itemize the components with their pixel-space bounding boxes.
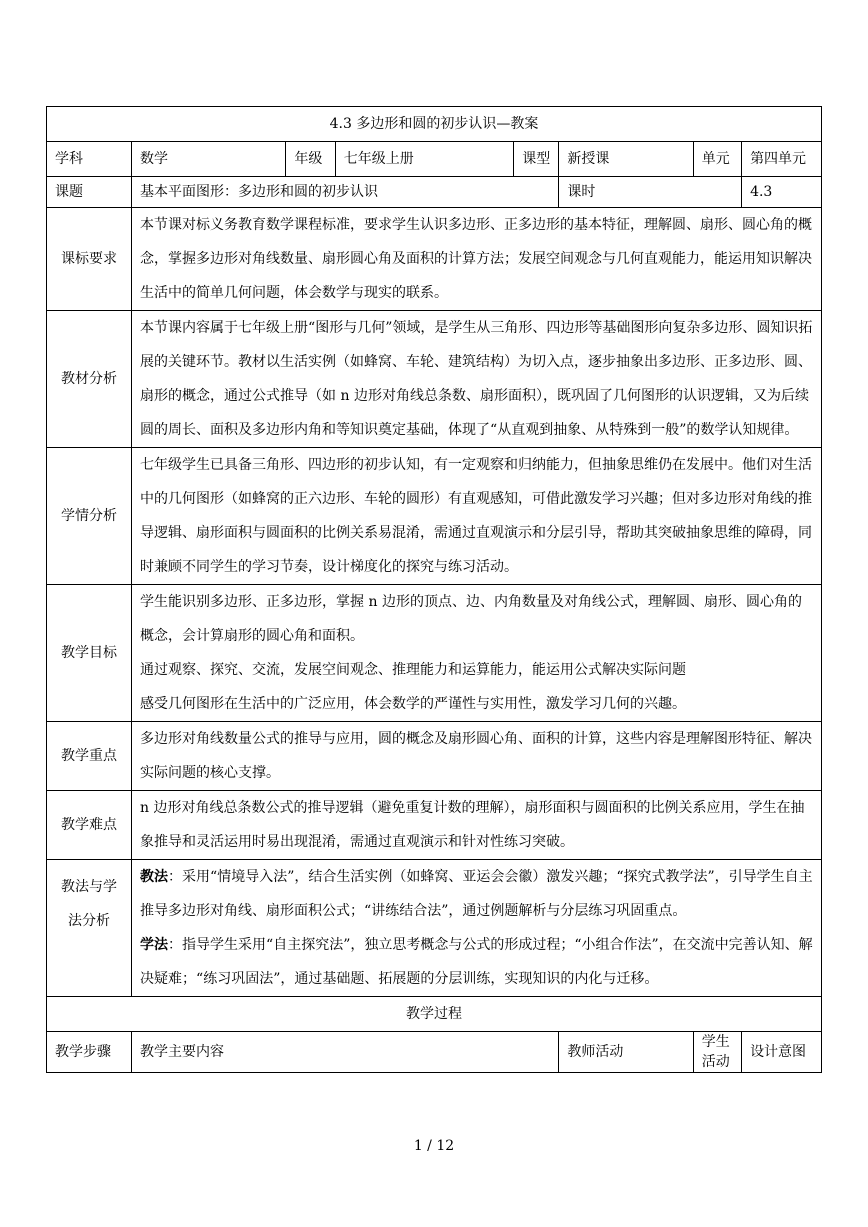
- goals-line-1: 学生能识别多边形、正多边形，掌握 n 边形的顶点、边、内角数量及对角线公式，理解圆、扇形、圆心角的概念，会计算扇形的圆心角和面积。: [140, 594, 802, 644]
- type-value: 新授课: [559, 142, 693, 177]
- key-points-row: [47, 722, 822, 791]
- material-row: [47, 311, 822, 448]
- teaching-method-text: ：采用“情境导入法”，结合生活实例（如蜂窝、亚运会会徽）激发兴趣；“探究式教学法”，引导学生自主推导多边形对角线、扇形面积公式；“讲练结合法”，通过例题解析与分层练习巩固重点。: [140, 869, 813, 919]
- unit-value: 第四单元: [742, 142, 822, 177]
- topic-label: 课题: [47, 177, 132, 208]
- col-content: 教学主要内容: [132, 1032, 559, 1073]
- unit-label: 单元: [693, 142, 741, 177]
- key-points-label: 教学重点: [47, 722, 132, 791]
- methods-row: [47, 860, 822, 997]
- lesson-plan-table: [46, 106, 822, 1073]
- topic-row: [47, 177, 822, 208]
- subject-value: 数学: [132, 142, 286, 177]
- teaching-method-paragraph: [140, 860, 813, 928]
- info-row: [47, 142, 822, 177]
- teaching-method-key: 教法: [140, 869, 169, 885]
- grade-label: 年级: [286, 142, 335, 177]
- student-text: 七年级学生已具备三角形、四边形的初步认知，有一定观察和归纳能力，但抽象思维仍在发展中。他们对生活中的几何图形（如蜂窝的正六边形、车轮的圆形）有直观感知，可借此激发学习兴趣；但对多边形对角线的推导逻辑、扇形面积与圆面积的比例关系易混淆，需通过直观演示和分层引导，帮助其突破抽象思维的障碍，同时兼顾不同学生的学习节奏，设计梯度化的探究与练习活动。: [140, 457, 813, 575]
- learning-method-key: 学法: [140, 937, 169, 953]
- material-text: 本节课内容属于七年级上册“图形与几何”领域，是学生从三角形、四边形等基础图形向复杂多边形、圆知识拓展的关键环节。教材以生活实例（如蜂窝、车轮、建筑结构）为切入点，逐步抽象出多边形、正多边形、圆、扇形的概念，通过公式推导（如 n 边形对角线总条数、扇形面积），既巩固了几何图形的认识逻辑，又为后续圆的周长、面积及多边形内角和等知识奠定基础，体现了“从直观到抽象、从特殊到一般”的数学认知规律。: [140, 320, 813, 438]
- topic-value: 基本平面图形：多边形和圆的初步认识: [132, 177, 559, 208]
- standard-text: 本节课对标义务教育数学课程标准，要求学生认识多边形、正多边形的基本特征，理解圆、扇形、圆心角的概念，掌握多边形对角线数量、扇形圆心角及面积的计算方法；发展空间观念与几何直观能力，能运用知识解决生活中的简单几何问题，体会数学与现实的联系。: [140, 217, 813, 301]
- col-step: 教学步骤: [47, 1032, 132, 1073]
- subject-label: 学科: [47, 142, 132, 177]
- difficulties-row: [47, 791, 822, 860]
- goals-line-3: 感受几何图形在生活中的广泛应用，体会数学的严谨性与实用性，激发学习几何的兴趣。: [140, 696, 687, 712]
- col-intent: 设计意图: [742, 1032, 822, 1073]
- document-title: 4.3 多边形和圆的初步认识—教案: [47, 107, 822, 142]
- standard-label: 课标要求: [47, 208, 132, 311]
- page-number: 1 / 12: [413, 1138, 455, 1154]
- difficulties-text: n 边形对角线总条数公式的推导逻辑（避免重复计数的理解），扇形面积与圆面积的比例关系应用，学生在抽象推导和灵活运用时易出现混淆，需通过直观演示和针对性练习突破。: [140, 800, 805, 850]
- process-heading: 教学过程: [47, 997, 822, 1032]
- learning-method-paragraph: [140, 928, 813, 996]
- material-label: 教材分析: [47, 311, 132, 448]
- difficulties-label: 教学难点: [47, 791, 132, 860]
- methods-label: 教法与学法分析: [47, 860, 132, 997]
- type-label: 课型: [514, 142, 559, 177]
- period-label: 课时: [559, 177, 742, 208]
- learning-method-text: ：指导学生采用“自主探究法”，独立思考概念与公式的形成过程；“小组合作法”，在交流中完善认知、解决疑难；“练习巩固法”，通过基础题、拓展题的分层训练，实现知识的内化与迁移。: [140, 937, 813, 987]
- student-label: 学情分析: [47, 448, 132, 585]
- key-points-text: 多边形对角线数量公式的推导与应用，圆的概念及扇形圆心角、面积的计算，这些内容是理解图形特征、解决实际问题的核心支撑。: [140, 731, 813, 781]
- col-teacher: 教师活动: [559, 1032, 693, 1073]
- col-student: 学生活动: [693, 1032, 741, 1073]
- standard-row: [47, 208, 822, 311]
- process-heading-row: [47, 997, 822, 1032]
- process-header-row: [47, 1032, 822, 1073]
- goals-line-2: 通过观察、探究、交流，发展空间观念、推理能力和运算能力，能运用公式解决实际问题: [140, 662, 687, 678]
- goals-label: 教学目标: [47, 585, 132, 722]
- grade-value: 七年级上册: [335, 142, 514, 177]
- goals-row: [47, 585, 822, 722]
- student-row: [47, 448, 822, 585]
- period-value: 4.3: [742, 177, 822, 208]
